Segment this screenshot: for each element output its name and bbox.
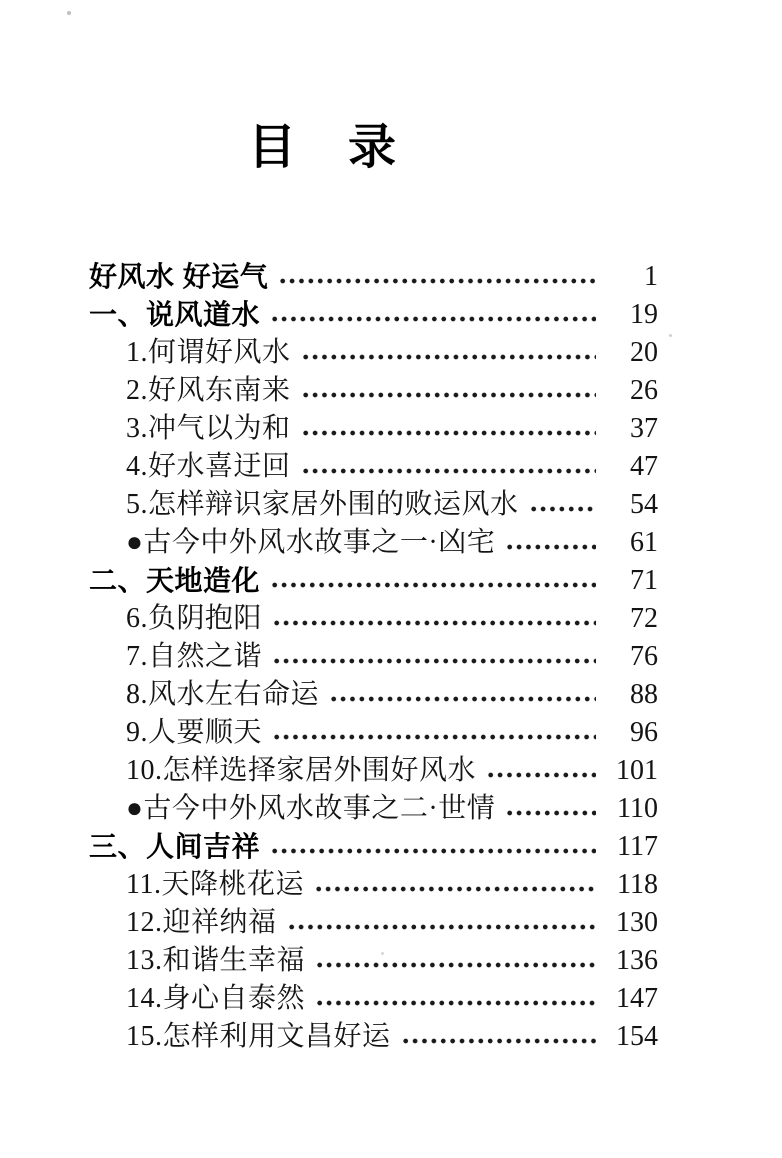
toc-entry xyxy=(89,334,660,372)
toc-entry xyxy=(89,790,660,828)
toc-entry-label: 15.怎样利用文昌好运 xyxy=(126,1021,391,1052)
toc-entry-label: 三、人间吉祥 xyxy=(89,831,261,862)
toc-entry xyxy=(89,714,660,752)
toc-entry xyxy=(89,980,660,1018)
dotted-leader xyxy=(272,620,596,626)
dotted-leader xyxy=(270,582,596,588)
toc-entry-page: 130 xyxy=(616,907,658,938)
toc-entry-label: 6.负阴抱阳 xyxy=(126,603,263,634)
toc-entry-label: 8.风水左右命运 xyxy=(126,679,320,710)
toc-entry-label: 10.怎样选择家居外围好风水 xyxy=(126,755,477,786)
toc-entry-page: 71 xyxy=(630,565,658,596)
dotted-leader xyxy=(301,354,596,360)
dotted-leader xyxy=(272,734,596,740)
toc-entry xyxy=(89,638,660,676)
toc-entry-page: 147 xyxy=(616,983,658,1014)
toc-entry-label: 5.怎样辩识家居外围的败运风水 xyxy=(126,489,519,520)
dotted-leader xyxy=(505,544,596,550)
dotted-leader xyxy=(315,1000,596,1006)
toc-entry-page: 88 xyxy=(630,679,658,710)
toc-entry-label: 3.冲气以为和 xyxy=(126,413,291,444)
toc-entry-label: 1.何谓好风水 xyxy=(126,337,291,368)
toc-entry-label: 7.自然之谐 xyxy=(126,641,263,672)
toc-entry xyxy=(89,562,660,600)
toc-entry xyxy=(89,372,660,410)
page-title: 目 录 xyxy=(248,121,399,174)
toc-entry xyxy=(89,410,660,448)
dotted-leader xyxy=(401,1038,596,1044)
toc-entry xyxy=(89,524,660,562)
toc-list xyxy=(89,258,660,1056)
toc-entry xyxy=(89,904,660,942)
toc-entry-label: 二、天地造化 xyxy=(89,565,261,596)
toc-entry xyxy=(89,1018,660,1056)
toc-entry-page: 61 xyxy=(630,527,658,558)
dotted-leader xyxy=(315,962,596,968)
dotted-leader xyxy=(287,924,596,930)
dotted-leader xyxy=(270,848,596,854)
toc-entry-label: 一、说风道水 xyxy=(89,299,261,330)
dotted-leader xyxy=(301,468,596,474)
toc-entry-page: 26 xyxy=(630,375,658,406)
toc-entry-page: 20 xyxy=(630,337,658,368)
scan-speck xyxy=(669,334,672,337)
toc-entry-page: 47 xyxy=(630,451,658,482)
toc-entry-page: 37 xyxy=(630,413,658,444)
toc-entry xyxy=(89,752,660,790)
toc-entry xyxy=(89,828,660,866)
toc-entry-page: 118 xyxy=(617,869,658,900)
toc-entry-label: 11.天降桃花运 xyxy=(126,869,304,900)
toc-entry-label: 14.身心自泰然 xyxy=(126,983,306,1014)
dotted-leader xyxy=(505,810,596,816)
toc-entry-label: 9.人要顺天 xyxy=(126,717,263,748)
dotted-leader xyxy=(301,392,596,398)
toc-entry xyxy=(89,296,660,334)
toc-entry xyxy=(89,448,660,486)
toc-entry-page: 154 xyxy=(616,1021,658,1052)
toc-entry-page: 136 xyxy=(616,945,658,976)
dotted-leader xyxy=(486,772,596,778)
toc-entry-label: ●古今中外风水故事之二·世情 xyxy=(126,793,496,824)
toc-entry-label: ●古今中外风水故事之一·凶宅 xyxy=(126,527,496,558)
toc-entry xyxy=(89,866,660,904)
toc-entry-page: 101 xyxy=(616,755,658,786)
toc-entry-page: 54 xyxy=(630,489,658,520)
toc-entry-label: 好风水 好运气 xyxy=(89,261,269,292)
dotted-leader xyxy=(270,316,596,322)
toc-entry-label: 4.好水喜迂回 xyxy=(126,451,291,482)
toc-entry xyxy=(89,486,660,524)
toc-entry-page: 96 xyxy=(630,717,658,748)
dotted-leader xyxy=(314,886,596,892)
toc-entry-page: 110 xyxy=(617,793,658,824)
toc-entry-page: 76 xyxy=(630,641,658,672)
scan-speck xyxy=(67,11,71,15)
toc-entry-label: 13.和谐生幸福 xyxy=(126,945,306,976)
toc-entry-label: 12.迎祥纳福 xyxy=(126,907,277,938)
toc-entry-page: 117 xyxy=(617,831,658,862)
dotted-leader xyxy=(529,506,596,512)
toc-entry xyxy=(89,600,660,638)
dotted-leader xyxy=(329,696,596,702)
toc-entry-page: 1 xyxy=(644,261,658,292)
toc-entry xyxy=(89,942,660,980)
toc-entry xyxy=(89,676,660,714)
toc-entry-label: 2.好风东南来 xyxy=(126,375,291,406)
dotted-leader xyxy=(272,658,596,664)
toc-entry-page: 19 xyxy=(630,299,658,330)
dotted-leader xyxy=(278,278,596,284)
toc-entry xyxy=(89,258,660,296)
dotted-leader xyxy=(301,430,596,436)
toc-entry-page: 72 xyxy=(630,603,658,634)
